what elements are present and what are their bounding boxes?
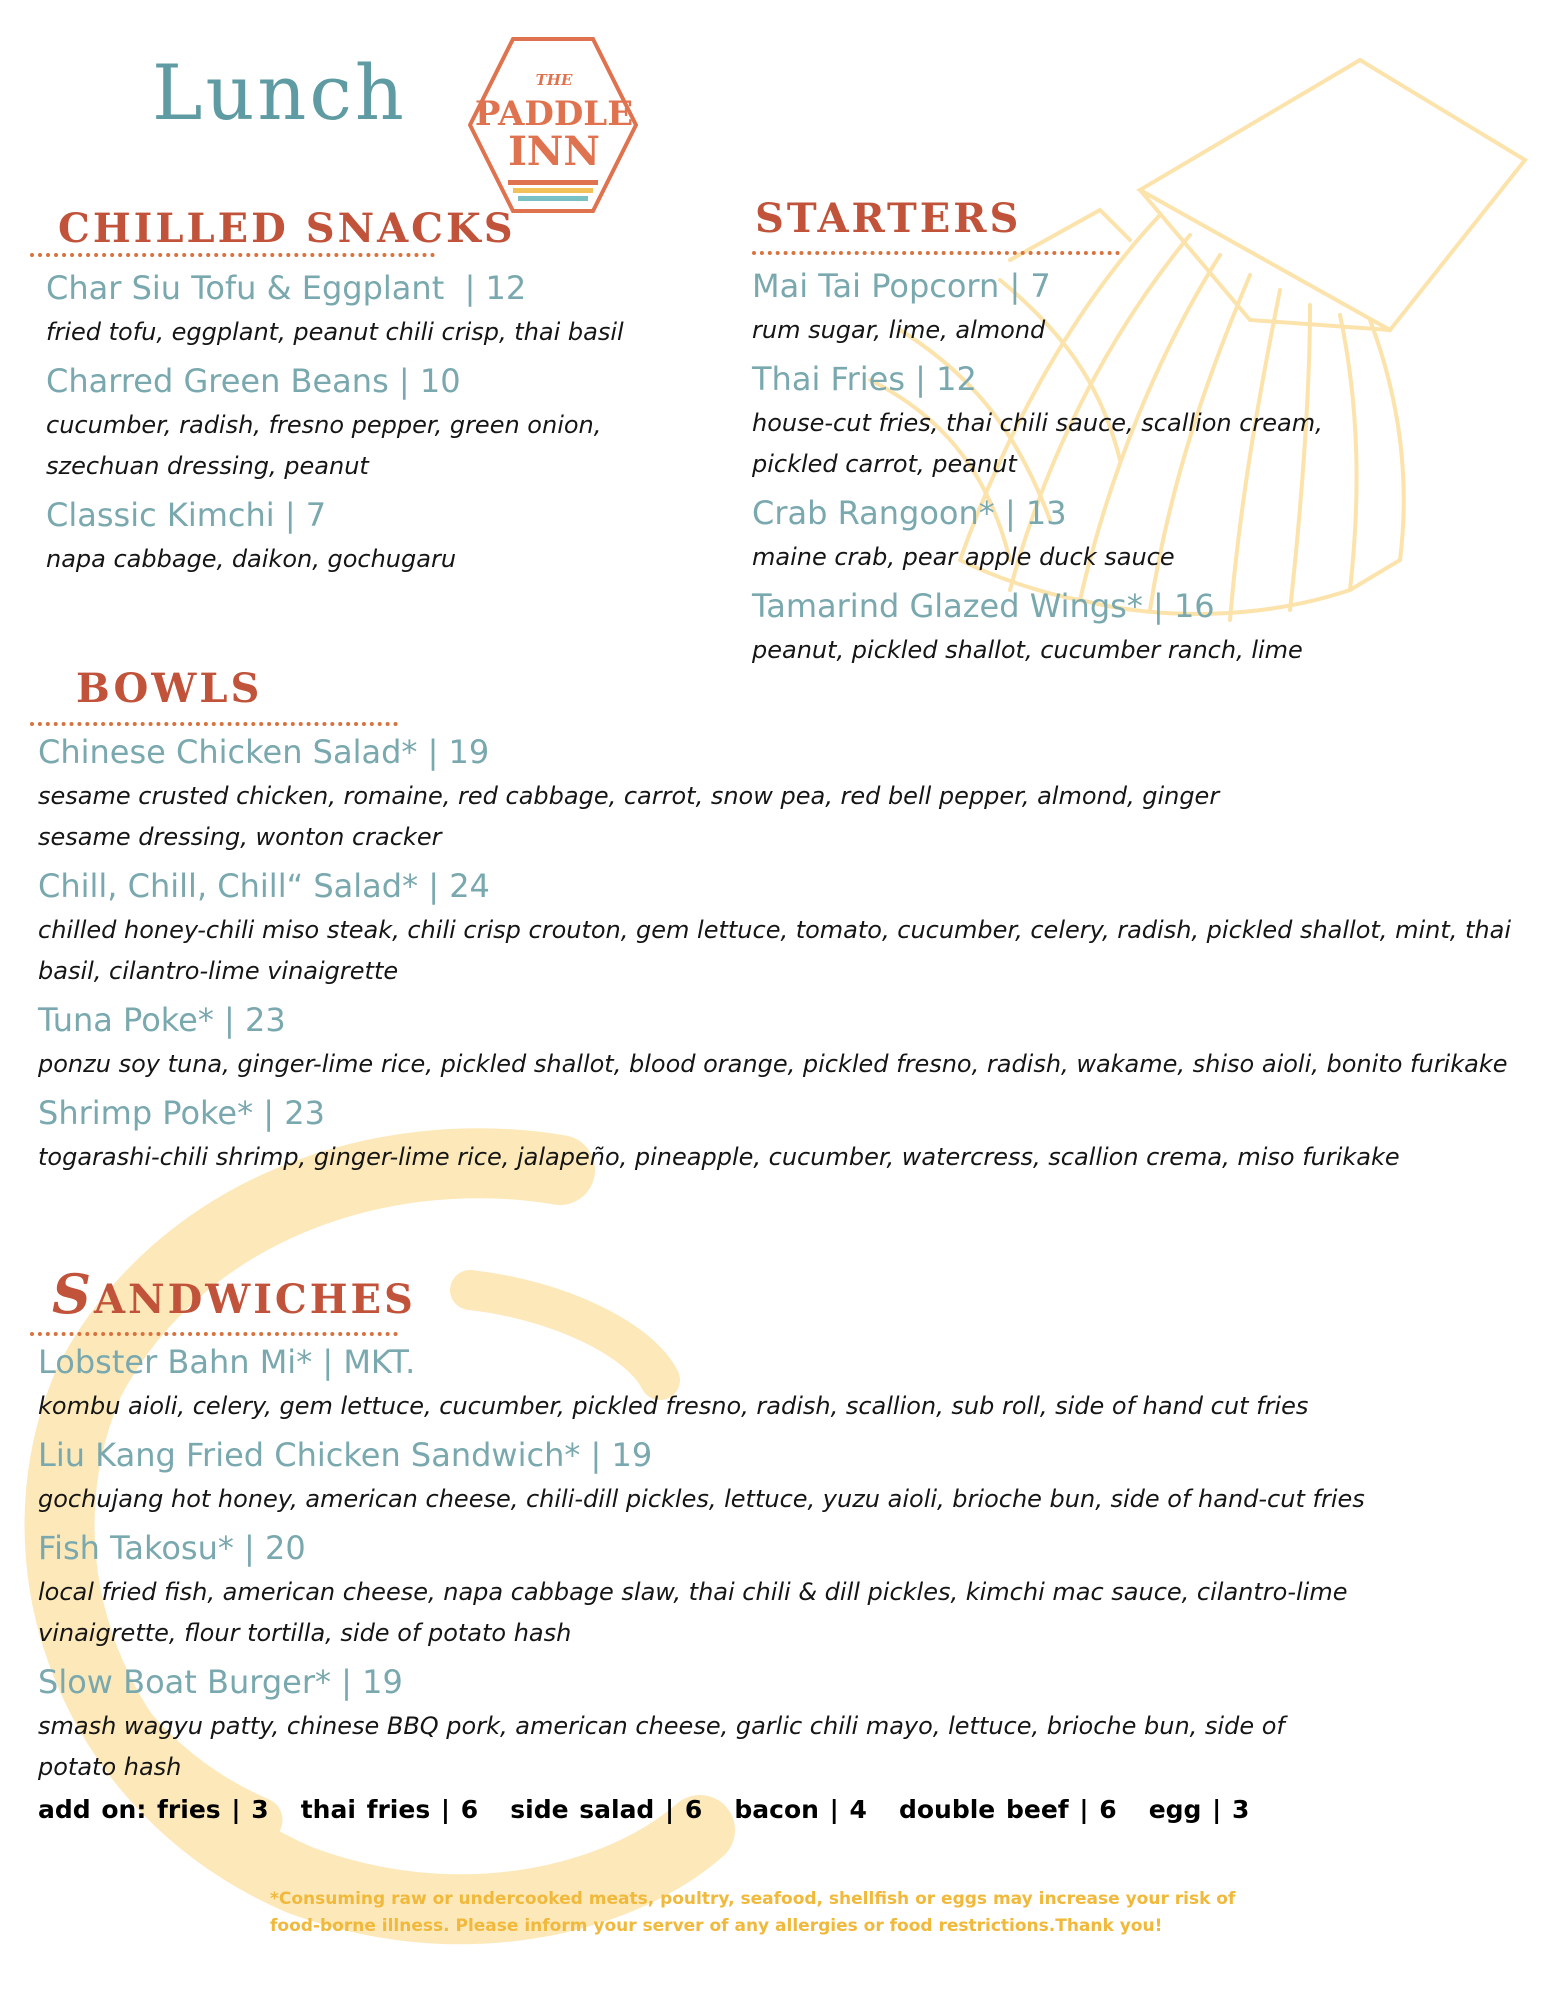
- item-name: Shrimp Poke* | 23: [38, 1094, 325, 1132]
- item-name: Thai Fries | 12: [752, 360, 977, 398]
- menu-item: [38, 1435, 1518, 1520]
- sandwiches-heading: [52, 1262, 416, 1326]
- item-name: Lobster Bahn Mi* | MKT.: [38, 1343, 416, 1381]
- menu-item: [38, 1093, 1518, 1178]
- logo-text-the: THE: [535, 71, 573, 89]
- paddle-inn-logo: [468, 37, 638, 213]
- menu-item: [752, 266, 1412, 351]
- menu-item: [752, 493, 1412, 578]
- item-name: Charred Green Beans | 10: [46, 362, 461, 400]
- item-description: cucumber, radish, fresno pepper, green onion, szechuan dressing, peanut: [46, 411, 602, 480]
- item-name: Crab Rangoon* | 13: [752, 494, 1067, 532]
- item-description: chilled honey-chili miso steak, chili crisp crouton, gem lettuce, tomato, cucumber, celery, radish, pickled shallot, mint, thai basil, cilantro-lime vinaigrette: [38, 916, 1511, 985]
- page-title: Lunch: [152, 48, 407, 137]
- menu-item: [46, 495, 706, 580]
- sandwiches-divider: [30, 1332, 398, 1336]
- item-description: sesame crusted chicken, romaine, red cabbage, carrot, snow pea, red bell pepper, almond, ginger sesame dressing, wonton cracker: [38, 782, 1220, 851]
- bowls-heading: BOWLS: [76, 665, 263, 712]
- menu-item: [752, 586, 1412, 671]
- item-name: Tuna Poke* | 23: [38, 1001, 286, 1039]
- item-name: Classic Kimchi | 7: [46, 496, 327, 534]
- logo-text-paddle: PADDLE: [474, 94, 634, 134]
- item-description: gochujang hot honey, american cheese, chili-dill pickles, lettuce, yuzu aioli, brioche bun, side of hand-cut fries: [38, 1485, 1365, 1513]
- menu-item: [38, 1662, 1518, 1788]
- starters-list: [752, 266, 1412, 679]
- logo-text-inn: INN: [508, 128, 600, 175]
- menu-item: [38, 1000, 1518, 1085]
- menu-item: [46, 268, 706, 353]
- item-description: smash wagyu patty, chinese BBQ pork, american cheese, garlic chili mayo, lettuce, brioche bun, side of potato hash: [38, 1712, 1285, 1781]
- item-description: peanut, pickled shallot, cucumber ranch, lime: [752, 636, 1303, 664]
- item-description: kombu aioli, celery, gem lettuce, cucumber, pickled fresno, radish, scallion, sub roll, side of hand cut fries: [38, 1392, 1309, 1420]
- menu-item: [752, 359, 1412, 485]
- menu-item: [46, 361, 706, 487]
- item-name: Fish Takosu* | 20: [38, 1529, 306, 1567]
- sandwiches-heading-initial: S: [52, 1262, 94, 1326]
- item-description: togarashi-chili shrimp, ginger-lime rice, jalapeño, pineapple, cucumber, watercress, scallion crema, miso furikake: [38, 1143, 1400, 1171]
- item-name: Chinese Chicken Salad* | 19: [38, 733, 490, 771]
- item-name: Liu Kang Fried Chicken Sandwich* | 19: [38, 1436, 653, 1474]
- item-description: local fried fish, american cheese, napa cabbage slaw, thai chili & dill pickles, kimchi mac sauce, cilantro-lime vinaigrette, flour tortilla, side of potato hash: [38, 1578, 1348, 1647]
- starters-divider: [752, 251, 1120, 255]
- item-description: rum sugar, lime, almond: [752, 316, 1046, 344]
- add-on-line: add on: fries | 3 thai fries | 6 side salad | 6 bacon | 4 double beef | 6 egg | 3: [38, 1795, 1250, 1824]
- sandwiches-heading-rest: ANDWICHES: [94, 1276, 416, 1323]
- item-name: Slow Boat Burger* | 19: [38, 1663, 403, 1701]
- item-name: Tamarind Glazed Wings* | 16: [752, 587, 1215, 625]
- item-description: ponzu soy tuna, ginger-lime rice, pickled shallot, blood orange, pickled fresno, radish, wakame, shiso aioli, bonito furikake: [38, 1050, 1508, 1078]
- starters-heading: STARTERS: [755, 195, 1022, 242]
- bowls-divider: [30, 722, 398, 726]
- allergy-footnote: *Consuming raw or undercooked meats, poultry, seafood, shellfish or eggs may increase your risk of food-borne illness. Please inform your server of any allergies or food restrictions.Thank you!: [270, 1889, 1236, 1936]
- chilled-snacks-heading: CHILLED SNACKS: [58, 205, 516, 252]
- item-description: fried tofu, eggplant, peanut chili crisp, thai basil: [46, 318, 624, 346]
- chilled-snacks-list: [46, 268, 706, 588]
- bowls-list: [38, 732, 1518, 1186]
- menu-item: [38, 1342, 1518, 1427]
- item-description: maine crab, pear apple duck sauce: [752, 543, 1175, 571]
- item-description: house-cut fries, thai chili sauce, scallion cream, pickled carrot, peanut: [752, 409, 1323, 478]
- item-name: Mai Tai Popcorn | 7: [752, 267, 1051, 305]
- menu-item: [38, 1528, 1518, 1654]
- item-description: napa cabbage, daikon, gochugaru: [46, 545, 457, 573]
- menu-item: [38, 732, 1518, 858]
- menu-item: [38, 866, 1518, 992]
- chilled-snacks-divider: [30, 253, 435, 257]
- item-name: Chill, Chill, Chill“ Salad* | 24: [38, 867, 490, 905]
- sandwiches-list: [38, 1342, 1518, 1796]
- item-name: Char Siu Tofu & Eggplant | 12: [46, 269, 527, 307]
